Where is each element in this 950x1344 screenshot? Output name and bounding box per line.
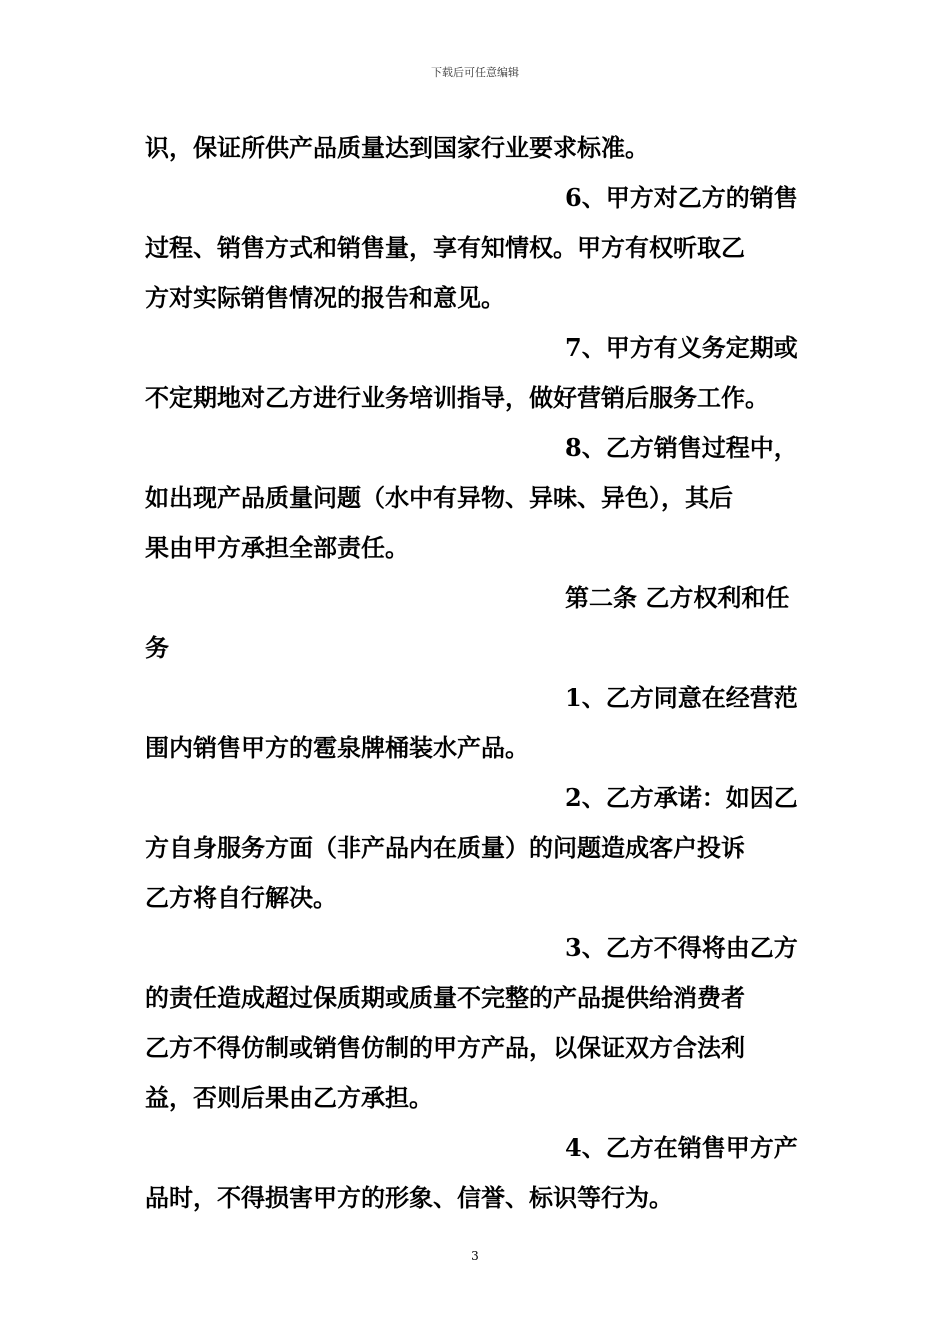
text-line: 果由甲方承担全部责任。 <box>145 533 409 562</box>
clause-7-start: 7、甲方有义务定期或 <box>565 333 798 362</box>
text-line: 不定期地对乙方进行业务培训指导，做好营销后服务工作。 <box>145 383 769 412</box>
text-line: 乙方不得仿制或销售仿制的甲方产品，以保证双方合法利 <box>145 1033 745 1062</box>
page-header: 下载后可任意编辑 <box>431 66 519 79</box>
clause-3-start: 3、乙方不得将由乙方 <box>565 933 798 962</box>
text-line: 益，否则后果由乙方承担。 <box>145 1083 433 1112</box>
text-line: 如出现产品质量问题（水中有异物、异味、异色），其后 <box>145 483 733 512</box>
page-number: 3 <box>471 1249 479 1263</box>
clause-4-start: 4、乙方在销售甲方产 <box>565 1133 798 1162</box>
text-line: 方对实际销售情况的报告和意见。 <box>145 283 505 312</box>
clause-2-start: 2、乙方承诺：如因乙 <box>565 783 798 812</box>
document-body <box>145 123 805 1223</box>
article-2-heading: 第二条 乙方权利和任 <box>565 583 790 612</box>
clause-6-start: 6、甲方对乙方的销售 <box>565 183 798 212</box>
text-line: 过程、销售方式和销售量，享有知情权。甲方有权听取乙 <box>145 233 745 262</box>
clause-8-start: 8、乙方销售过程中， <box>565 433 798 462</box>
text-line: 围内销售甲方的雹泉牌桶装水产品。 <box>145 733 529 762</box>
text-line: 方自身服务方面（非产品内在质量）的问题造成客户投诉 <box>145 833 745 862</box>
text-line: 乙方将自行解决。 <box>145 883 337 912</box>
article-2-heading-cont: 务 <box>145 633 169 662</box>
clause-1-start: 1、乙方同意在经营范 <box>565 683 798 712</box>
text-line: 品时，不得损害甲方的形象、信誉、标识等行为。 <box>145 1183 673 1212</box>
text-line: 识，保证所供产品质量达到国家行业要求标准。 <box>145 133 649 162</box>
text-line: 的责任造成超过保质期或质量不完整的产品提供给消费者 <box>145 983 745 1012</box>
